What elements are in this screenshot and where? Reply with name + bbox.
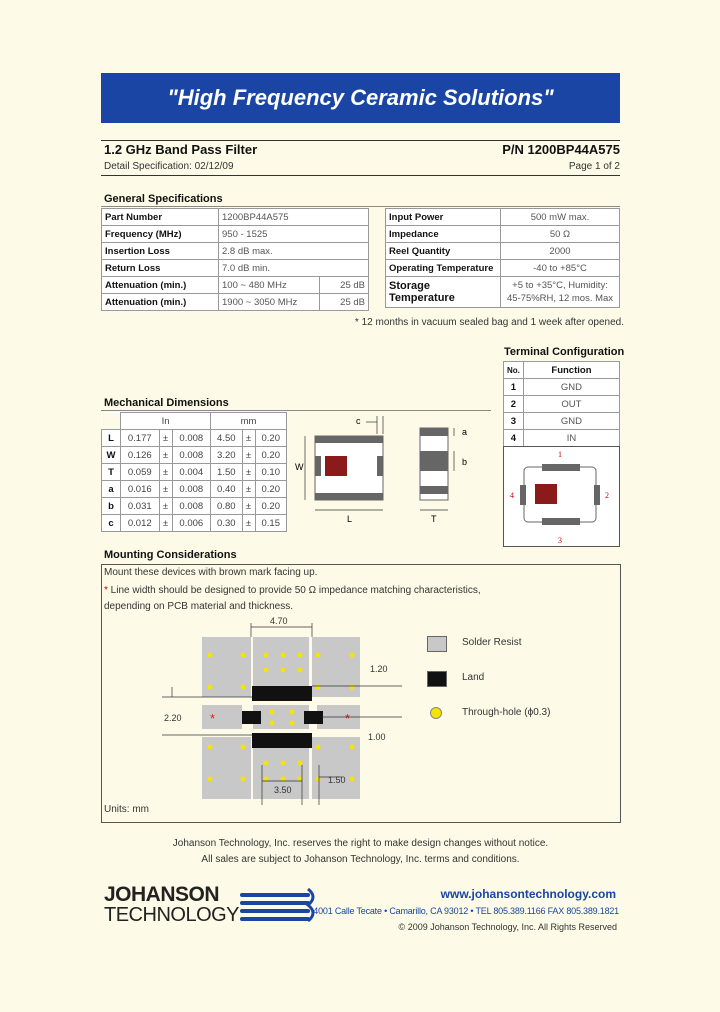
general-spec-table-right	[385, 208, 620, 308]
terminal-diagram-svg	[504, 447, 619, 546]
table-row	[504, 379, 620, 396]
terminal-pad-3	[542, 518, 580, 525]
via	[298, 668, 303, 673]
dim-l-label: L	[347, 514, 353, 524]
spec-key: Attenuation (min.)	[102, 277, 219, 294]
side-terminal-top	[420, 428, 448, 436]
dim-mm-tol: 0.15	[255, 515, 286, 532]
spec-key: Reel Quantity	[386, 243, 501, 260]
general-spec-table-left	[101, 208, 369, 311]
spec-key: Frequency (MHz)	[102, 226, 219, 243]
via	[281, 668, 286, 673]
website-link[interactable]: www.johansontechnology.com	[440, 887, 616, 901]
mount-line-1: Mount these devices with brown mark facing up.	[104, 567, 318, 578]
via	[350, 777, 355, 782]
via	[298, 653, 303, 658]
dim-100: 1.00	[368, 732, 386, 742]
terminal-fn: OUT	[523, 396, 619, 413]
spec-unit: 25 dB	[320, 277, 369, 294]
spec-value: 500 mW max.	[501, 209, 620, 226]
via	[316, 653, 321, 658]
general-spec-heading: General Specifications	[104, 193, 223, 205]
dim-c-label: c	[356, 416, 361, 426]
table-row	[102, 294, 369, 311]
label-2: 2	[605, 491, 609, 500]
via	[264, 653, 269, 658]
spec-value: 100 ~ 480 MHz	[219, 277, 320, 294]
table-row	[504, 430, 620, 447]
storage-line-2: 45-75%RH, 12 mos. Max	[506, 293, 614, 304]
via	[241, 653, 246, 658]
dim-w-label: W	[295, 462, 304, 472]
mount-line-2-text: Line width should be designed to provide 50 Ω impedance matching characteristics,	[107, 585, 481, 596]
legend-via: Through-hole (ϕ0.3)	[462, 707, 551, 718]
terminal-fn: GND	[523, 379, 619, 396]
via	[270, 710, 275, 715]
table-row	[102, 515, 287, 532]
legend-via-swatch	[430, 707, 442, 719]
mount-line-3: depending on PCB material and thickness.	[104, 601, 294, 612]
terminal-no: 3	[504, 413, 524, 430]
copyright-text: 2009 Johanson Technology, Inc. All Rights Reserved	[407, 922, 617, 932]
product-title: 1.2 GHz Band Pass Filter	[104, 142, 258, 157]
spec-value: 2000	[501, 243, 620, 260]
mechanical-table	[101, 412, 287, 532]
dim-in-tol: 0.008	[172, 447, 211, 464]
via	[290, 710, 295, 715]
dim-mm-tol: 0.10	[255, 464, 286, 481]
pm: ±	[242, 498, 255, 515]
table-row	[102, 447, 287, 464]
resist-left	[202, 705, 242, 729]
logo-line-1: JOHANSON	[104, 883, 220, 906]
via	[264, 761, 269, 766]
mechanical-drawing	[290, 410, 490, 525]
via	[350, 685, 355, 690]
spec-key: Input Power	[386, 209, 501, 226]
land-right	[304, 711, 323, 724]
copyright	[399, 922, 617, 932]
terminal-heading: Terminal Configuration	[504, 346, 625, 358]
dim-350: 3.50	[274, 785, 292, 795]
dim-key: W	[102, 447, 121, 464]
dim-470: 4.70	[270, 616, 288, 626]
dim-in-tol: 0.006	[172, 515, 211, 532]
spec-key: Insertion Loss	[102, 243, 219, 260]
via	[208, 745, 213, 750]
terminal-pad-1	[542, 464, 580, 471]
label-1: 1	[558, 450, 562, 459]
dim-in: 0.016	[121, 481, 160, 498]
pm: ±	[159, 498, 172, 515]
footprint-drawing	[142, 615, 402, 805]
dim-key: b	[102, 498, 121, 515]
dim-mm-tol: 0.20	[255, 498, 286, 515]
spec-value: 1200BP44A575	[219, 209, 369, 226]
legend-land: Land	[462, 672, 485, 683]
dim-in-tol: 0.008	[172, 430, 211, 447]
star-left: *	[210, 711, 216, 726]
via	[208, 685, 213, 690]
terminal-no: 1	[504, 379, 524, 396]
address: 4001 Calle Tecate • Camarillo, CA 93012 • TEL 805.389.1166 FAX 805.389.1821	[313, 906, 619, 916]
table-row	[504, 362, 620, 379]
mount-line-2	[104, 585, 481, 596]
star-right: *	[345, 711, 351, 726]
spec-value: 2.8 dB max.	[219, 243, 369, 260]
top-terminal	[315, 436, 383, 443]
dim-220: 2.20	[164, 713, 182, 723]
terminal-pad-4	[520, 485, 526, 505]
pm: ±	[242, 515, 255, 532]
col-function: Function	[523, 362, 619, 379]
storage-line-1: +5 to +35°C, Humidity:	[512, 280, 608, 291]
dim-key: T	[102, 464, 121, 481]
table-row	[102, 498, 287, 515]
spec-value: 50 Ω	[501, 226, 620, 243]
pm: ±	[159, 430, 172, 447]
dim-t-label: T	[431, 514, 437, 524]
copyright-icon: ©	[398, 922, 408, 932]
dim-b-label: b	[462, 457, 468, 467]
spec-value: 1900 ~ 3050 MHz	[219, 294, 320, 311]
footer-line-1: Johanson Technology, Inc. reserves the right to make design changes without notice.	[172, 838, 549, 849]
via	[290, 721, 295, 726]
legend-resist-swatch	[427, 636, 447, 652]
spec-value: 7.0 dB min.	[219, 260, 369, 277]
legend-land-swatch	[427, 671, 447, 687]
dim-key: L	[102, 430, 121, 447]
dim-a-label: a	[462, 427, 468, 437]
dim-mm: 3.20	[211, 447, 242, 464]
mounting-box	[101, 564, 621, 823]
units-label: Units: mm	[104, 804, 149, 815]
side-terminal-bottom	[420, 486, 448, 494]
header-banner: "High Frequency Ceramic Solutions"	[101, 73, 620, 123]
label-4: 4	[510, 491, 514, 500]
land-left	[242, 711, 261, 724]
terminal-table	[503, 361, 620, 447]
via	[350, 745, 355, 750]
via	[316, 745, 321, 750]
terminal-fn: IN	[523, 430, 619, 447]
side-terminal-mid	[420, 451, 448, 471]
pm: ±	[159, 464, 172, 481]
star: *	[104, 585, 108, 596]
mechanical-heading: Mechanical Dimensions	[104, 397, 229, 409]
storage-note: * 12 months in vacuum sealed bag and 1 week after opened.	[354, 317, 624, 328]
pm: ±	[159, 447, 172, 464]
dim-mm-tol: 0.20	[255, 481, 286, 498]
table-row	[102, 226, 369, 243]
table-row	[102, 209, 369, 226]
spec-value	[501, 277, 620, 308]
part-number-title: P/N 1200BP44A575	[502, 142, 620, 157]
table-row	[386, 209, 620, 226]
spec-value: 950 - 1525	[219, 226, 369, 243]
page-number: Page 1 of 2	[568, 161, 620, 172]
via	[264, 668, 269, 673]
spec-key: Operating Temperature	[386, 260, 501, 277]
logo-mark-icon	[238, 885, 320, 925]
detail-spec: Detail Specification: 02/12/09	[104, 161, 234, 172]
right-terminal	[377, 456, 383, 476]
logo-line-2: TECHNOLOGY	[104, 904, 240, 926]
col-mm: mm	[211, 413, 287, 430]
table-row	[102, 464, 287, 481]
via	[241, 685, 246, 690]
pm: ±	[159, 515, 172, 532]
via	[208, 777, 213, 782]
left-terminal	[315, 456, 321, 476]
dim-in-tol: 0.004	[172, 464, 211, 481]
spec-key: Return Loss	[102, 260, 219, 277]
dim-in-tol: 0.008	[172, 498, 211, 515]
spec-key: Storage Temperature	[386, 277, 501, 308]
dim-mm-tol: 0.20	[255, 430, 286, 447]
orientation-mark	[535, 484, 557, 504]
pm: ±	[242, 447, 255, 464]
spec-key: Part Number	[102, 209, 219, 226]
mounting-heading: Mounting Considerations	[104, 549, 237, 561]
col-no: No.	[504, 362, 524, 379]
spec-unit: 25 dB	[320, 294, 369, 311]
spec-value: -40 to +85°C	[501, 260, 620, 277]
terminal-pad-2	[594, 485, 600, 505]
dim-in: 0.177	[121, 430, 160, 447]
dim-mm: 0.80	[211, 498, 242, 515]
pm: ±	[242, 481, 255, 498]
table-row	[102, 413, 287, 430]
dim-in: 0.031	[121, 498, 160, 515]
table-row	[504, 396, 620, 413]
col-in: In	[121, 413, 211, 430]
pm: ±	[242, 430, 255, 447]
land-top	[252, 686, 312, 701]
dim-mm: 4.50	[211, 430, 242, 447]
via	[241, 777, 246, 782]
via	[350, 653, 355, 658]
dim-in: 0.126	[121, 447, 160, 464]
general-divider	[101, 206, 620, 207]
legend-resist: Solder Resist	[462, 637, 522, 648]
dim-in: 0.012	[121, 515, 160, 532]
table-row	[102, 481, 287, 498]
dim-mm: 0.30	[211, 515, 242, 532]
table-row	[386, 226, 620, 243]
dim-in-tol: 0.008	[172, 481, 211, 498]
header-divider-2	[101, 175, 620, 176]
dim-mm: 0.40	[211, 481, 242, 498]
pm: ±	[242, 464, 255, 481]
table-row	[102, 260, 369, 277]
orientation-mark	[325, 456, 347, 476]
dim-120: 1.20	[370, 664, 388, 674]
footer-line-2: All sales are subject to Johanson Technology, Inc. terms and conditions.	[201, 854, 520, 865]
via	[270, 721, 275, 726]
pm: ±	[159, 481, 172, 498]
table-row	[102, 430, 287, 447]
terminal-no: 2	[504, 396, 524, 413]
table-row	[386, 243, 620, 260]
dim-mm: 1.50	[211, 464, 242, 481]
via	[281, 653, 286, 658]
spec-key: Impedance	[386, 226, 501, 243]
dim-in: 0.059	[121, 464, 160, 481]
table-row	[102, 243, 369, 260]
table-row	[102, 277, 369, 294]
via	[241, 745, 246, 750]
dim-key: a	[102, 481, 121, 498]
table-row	[504, 413, 620, 430]
terminal-diagram	[503, 446, 620, 547]
terminal-no: 4	[504, 430, 524, 447]
land-bottom	[252, 733, 312, 748]
header-divider	[101, 140, 620, 141]
resist-center	[253, 705, 309, 729]
via	[298, 761, 303, 766]
dim-key: c	[102, 515, 121, 532]
table-row	[386, 260, 620, 277]
spec-key: Attenuation (min.)	[102, 294, 219, 311]
via	[208, 653, 213, 658]
terminal-fn: GND	[523, 413, 619, 430]
via	[281, 761, 286, 766]
table-row	[386, 277, 620, 308]
chip-body	[524, 467, 596, 522]
label-3: 3	[558, 536, 562, 545]
dim-mm-tol: 0.20	[255, 447, 286, 464]
logo	[104, 885, 239, 925]
bottom-terminal	[315, 493, 383, 500]
dim-150: 1.50	[328, 775, 346, 785]
via	[316, 685, 321, 690]
